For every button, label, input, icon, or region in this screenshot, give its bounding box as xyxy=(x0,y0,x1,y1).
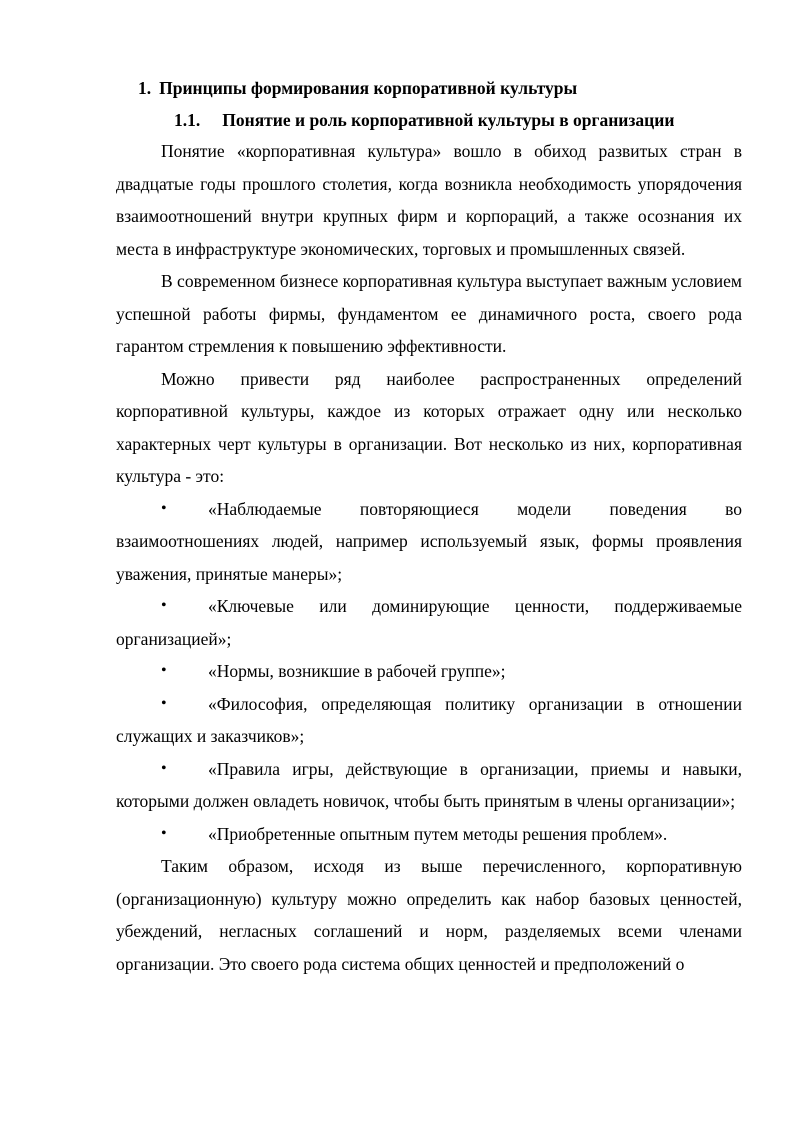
bullet-icon: • xyxy=(161,694,167,712)
subsection-number: 1.1. xyxy=(174,110,201,130)
list-item xyxy=(116,753,742,818)
list-item xyxy=(116,688,742,753)
document-page xyxy=(116,76,742,980)
list-item-text: «Философия, определяющая политику организации в отношении служащих и заказчиков»; xyxy=(116,693,742,746)
bullet-icon: • xyxy=(161,499,167,517)
section-title: Принципы формирования корпоративной культуры xyxy=(159,78,578,98)
section-number: 1. xyxy=(138,78,152,98)
subsection-heading xyxy=(174,108,742,132)
definition-list xyxy=(116,493,742,851)
list-item-text: «Нормы, возникшие в рабочей группе»; xyxy=(208,661,506,681)
list-item xyxy=(116,655,742,688)
list-item xyxy=(116,493,742,591)
bullet-icon: • xyxy=(161,662,167,679)
bullet-icon: • xyxy=(161,759,167,777)
paragraph-3: Можно привести ряд наиболее распространенных определений корпоративной культуры, каждое из которых отражает одну или несколько характерных черт культуры в организации. Вот несколько из них, корпоративная культура - это: xyxy=(116,368,742,486)
list-item xyxy=(116,818,742,851)
subsection-title: Понятие и роль корпоративной культуры в организации xyxy=(222,110,675,130)
section-heading xyxy=(138,76,742,100)
paragraph-1: Понятие «корпоративная культура» вошло в обиход развитых стран в двадцатые годы прошлого столетия, когда возникла необходимость упорядочения взаимоотношений внутри крупных фирм и корпораций, а также осознания их места в инфраструктуре экономических, торговых и промышленных связей. xyxy=(116,141,742,259)
list-item-text: «Правила игры, действующие в организации, приемы и навыки, которыми должен овладеть новичок, чтобы быть принятым в члены организации»; xyxy=(116,758,742,811)
list-item-text: «Наблюдаемые повторяющиеся модели поведения во взаимоотношениях людей, например используемый язык, формы проявления уважения, принятые манеры»; xyxy=(116,498,742,584)
paragraph-closing: Таким образом, исходя из выше перечисленного, корпоративную (организационную) культуру можно определить как набор базовых ценностей, убеждений, негласных соглашений и норм, разделяемых всеми членами организации. Это своего рода система общих ценностей и предположений о xyxy=(116,856,742,974)
list-item xyxy=(116,590,742,655)
list-item-text: «Приобретенные опытным путем методы решения проблем». xyxy=(208,823,668,844)
list-item-text: «Ключевые или доминирующие ценности, поддерживаемые организацией»; xyxy=(116,596,742,649)
bullet-icon: • xyxy=(161,824,167,842)
paragraph-2: В современном бизнесе корпоративная культура выступает важным условием успешной работы фирмы, фундаментом ее динамичного роста, своего рода гарантом стремления к повышению эффективности. xyxy=(116,271,742,356)
bullet-icon: • xyxy=(161,597,167,614)
